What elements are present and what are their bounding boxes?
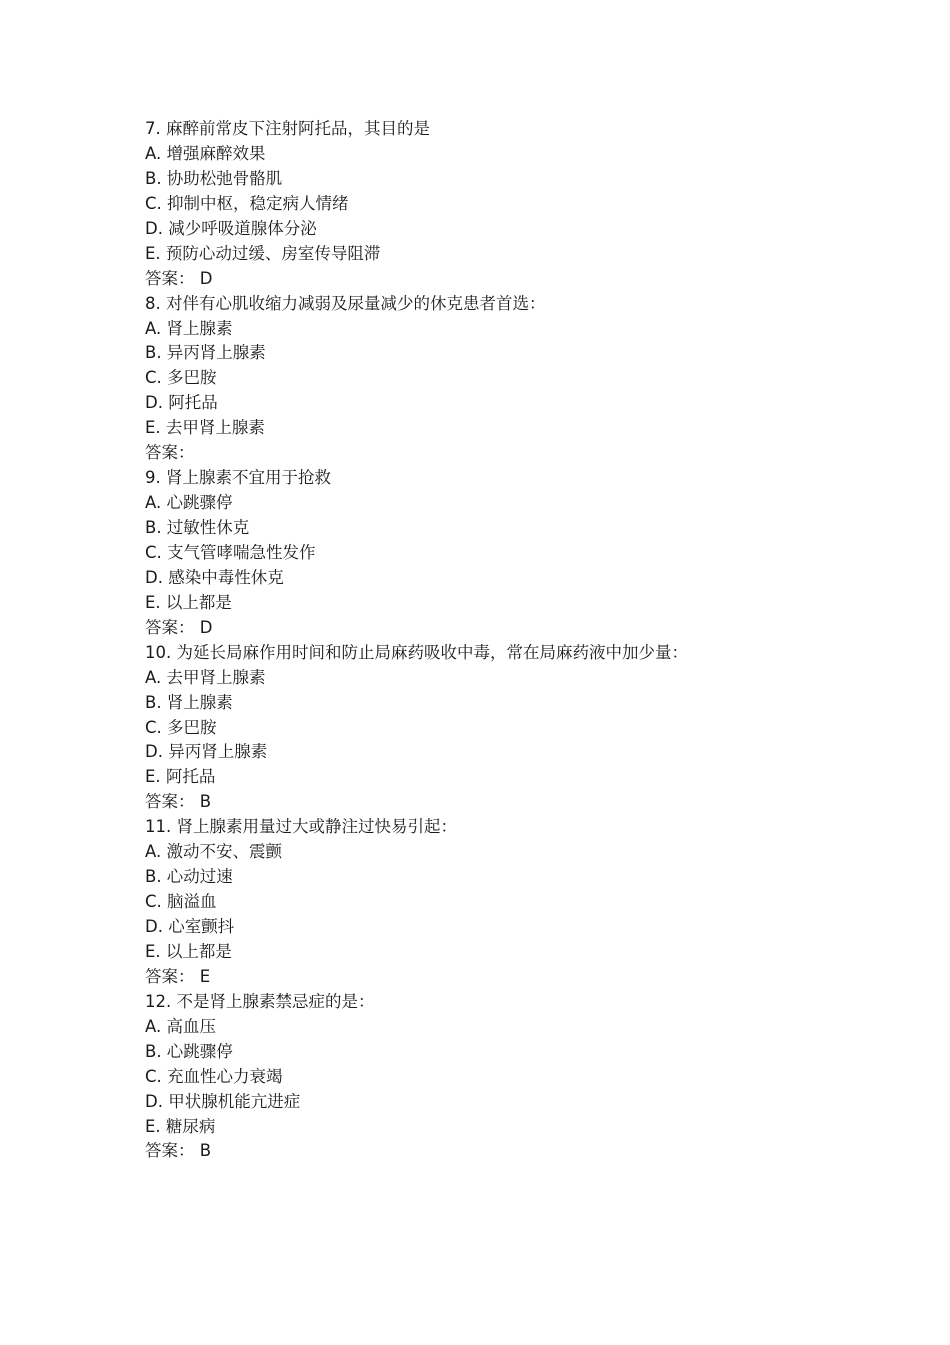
option-d: D. 异丙肾上腺素 <box>145 742 268 762</box>
answer: 答案： <box>145 443 195 463</box>
option-e: E. 预防心动过缓、房室传导阻滞 <box>145 243 381 263</box>
answer: 答案： B <box>145 1141 212 1161</box>
option-d: D. 感染中毒性休克 <box>145 567 284 587</box>
question-stem: 8. 对伴有心肌收缩力减弱及尿量减少的休克患者首选： <box>145 293 546 313</box>
answer: 答案： B <box>145 792 212 812</box>
option-d: D. 阿托品 <box>145 393 218 413</box>
option-e: E. 以上都是 <box>145 941 232 961</box>
option-b: B. 过敏性休克 <box>145 518 250 537</box>
question-7 <box>145 117 865 292</box>
question-8 <box>145 292 865 467</box>
question-stem: 11. 肾上腺素用量过大或静注过快易引起： <box>145 817 457 837</box>
question-stem: 9. 肾上腺素不宜用于抢救 <box>145 468 331 488</box>
question-stem: 10. 为延长局麻作用时间和防止局麻药吸收中毒，常在局麻药液中加少量： <box>145 642 688 662</box>
option-a: A. 心跳骤停 <box>145 493 233 513</box>
answer: 答案： D <box>145 268 213 288</box>
option-d: D. 减少呼吸道腺体分泌 <box>145 218 317 238</box>
option-c: C. 多巴胺 <box>145 368 217 388</box>
question-9 <box>145 466 865 641</box>
option-a: A. 增强麻醉效果 <box>145 143 266 163</box>
option-a: A. 肾上腺素 <box>145 318 233 338</box>
document-page <box>145 117 865 1164</box>
option-a: A. 激动不安、震颤 <box>145 842 282 862</box>
option-b: B. 协助松弛骨骼肌 <box>145 168 283 188</box>
question-11 <box>145 815 865 990</box>
question-10 <box>145 641 865 816</box>
answer: 答案： D <box>145 617 213 637</box>
option-c: C. 支气管哮喘急性发作 <box>145 542 316 562</box>
option-e: E. 阿托品 <box>145 767 216 787</box>
option-e: E. 去甲肾上腺素 <box>145 418 265 438</box>
question-stem: 12. 不是肾上腺素禁忌症的是： <box>145 991 375 1011</box>
option-b: B. 肾上腺素 <box>145 692 233 712</box>
option-d: D. 心室颤抖 <box>145 917 235 936</box>
option-b: B. 异丙肾上腺素 <box>145 343 266 363</box>
option-c: C. 脑溢血 <box>145 892 217 912</box>
option-e: E. 糖尿病 <box>145 1116 216 1136</box>
question-stem: 7. 麻醉前常皮下注射阿托品，其目的是 <box>145 119 430 138</box>
question-12 <box>145 990 865 1165</box>
answer: 答案： E <box>145 966 211 986</box>
option-e: E. 以上都是 <box>145 592 232 612</box>
option-c: C. 抑制中枢，稳定病人情绪 <box>145 193 349 213</box>
option-a: A. 去甲肾上腺素 <box>145 667 266 687</box>
option-a: A. 高血压 <box>145 1016 216 1036</box>
option-c: C. 充血性心力衰竭 <box>145 1066 283 1086</box>
option-b: B. 心动过速 <box>145 867 233 887</box>
option-c: C. 多巴胺 <box>145 717 217 737</box>
option-b: B. 心跳骤停 <box>145 1041 233 1061</box>
option-d: D. 甲状腺机能亢进症 <box>145 1091 301 1111</box>
